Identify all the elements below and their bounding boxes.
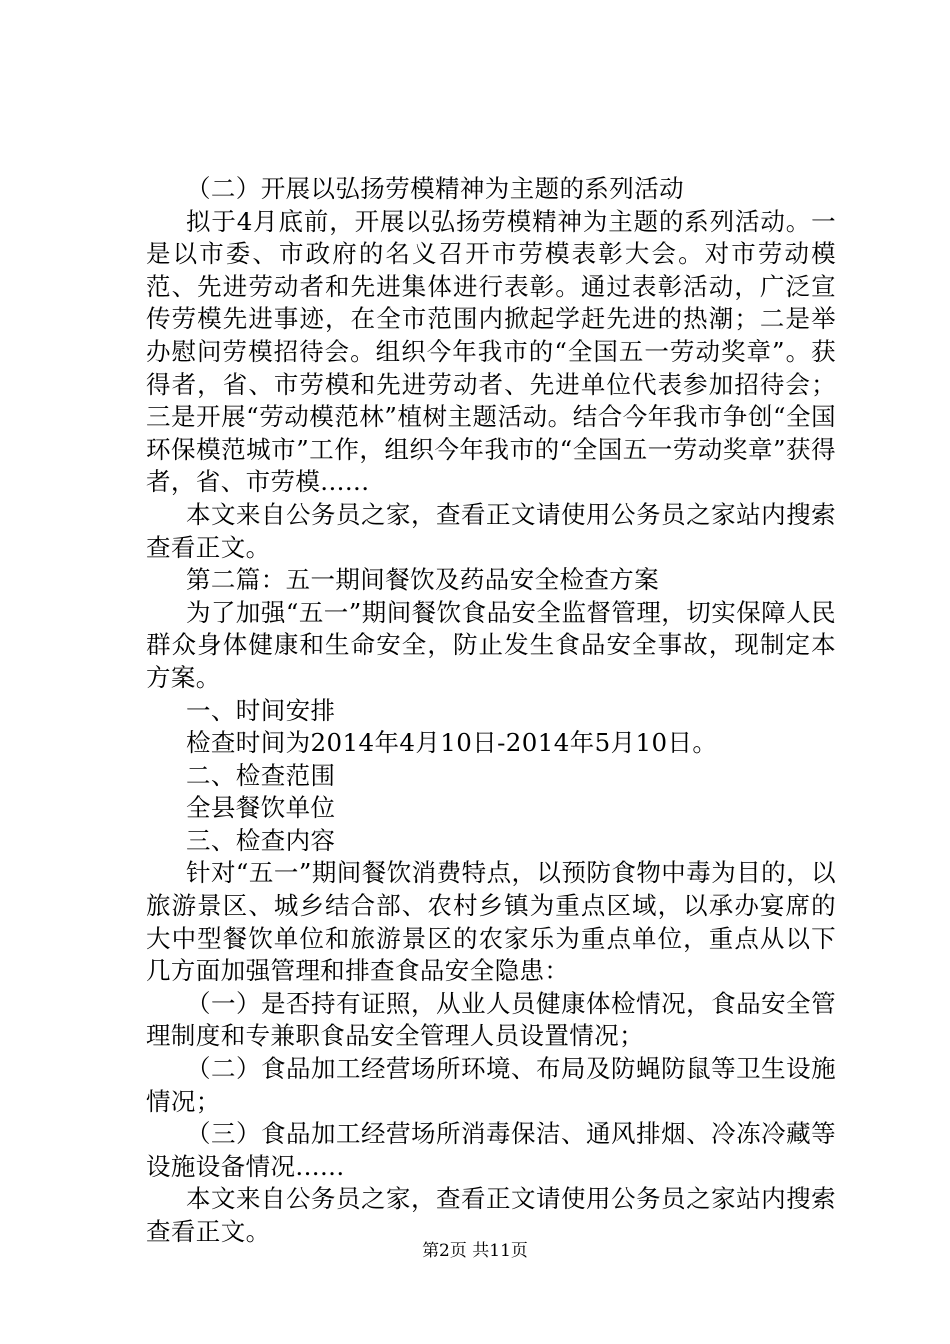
body-paragraph: 为了加强“五一”期间餐饮食品安全监督管理，切实保障人民群众身体健康和生命安全，防止发生食品安全事故，现制定本方案。 [146,597,836,692]
source-note: 本文来自公务员之家，查看正文请使用公务员之家站内搜索查看正文。 [146,1184,836,1246]
body-paragraph: 检查时间为2014年4月10日-2014年5月10日。 [186,728,718,758]
section-heading: 一、时间安排 [186,695,336,725]
source-note: 本文来自公务员之家，查看正文请使用公务员之家站内搜索查看正文。 [146,499,836,562]
section-heading: 三、检查内容 [186,825,336,855]
page-number-footer: 第2页 共11页 [422,1241,528,1261]
body-paragraph: 全县餐饮单位 [186,793,336,823]
article-title: 第二篇：五一期间餐饮及药品安全检查方案 [186,565,660,595]
body-paragraph: 针对“五一”期间餐饮消费特点，以预防食物中毒为目的，以旅游景区、城乡结合部、农村乡镇为重点区域，以承办宴席的大中型餐饮单位和旅游景区的农家乐为重点单位，重点从以下几方面加强管理和排查食品安全隐患： [146,858,836,986]
document-body [146,173,836,1249]
section-heading: （二）开展以弘扬劳模精神为主题的系列活动 [186,174,684,203]
body-paragraph: 拟于4月底前，开展以弘扬劳模精神为主题的系列活动。一是以市委、市政府的名义召开市劳模表彰大会。对市劳动模范、先进劳动者和先进集体进行表彰。通过表彰活动，广泛宣传劳模先进事迹，在全市范围内掀起学赶先进的热潮；二是举办慰问劳模招待会。组织今年我市的“全国五一劳动奖章”。获得者，省、市劳模和先进劳动者、先进单位代表参加招待会；三是开展“劳动模范林”植树主题活动。结合今年我市争创“全国环保模范城市”工作，组织今年我市的“全国五一劳动奖章”获得者，省、市劳模...... [146,206,836,497]
list-item: （二）食品加工经营场所环境、布局及防蝇防鼠等卫生设施情况； [146,1054,836,1116]
list-item: （一）是否持有证照，从业人员健康体检情况，食品安全管理制度和专兼职食品安全管理人员设置情况； [146,988,836,1051]
list-item: （三）食品加工经营场所消毒保洁、通风排烟、冷冻冷藏等设施设备情况...... [146,1119,836,1181]
section-heading: 二、检查范围 [186,760,336,790]
